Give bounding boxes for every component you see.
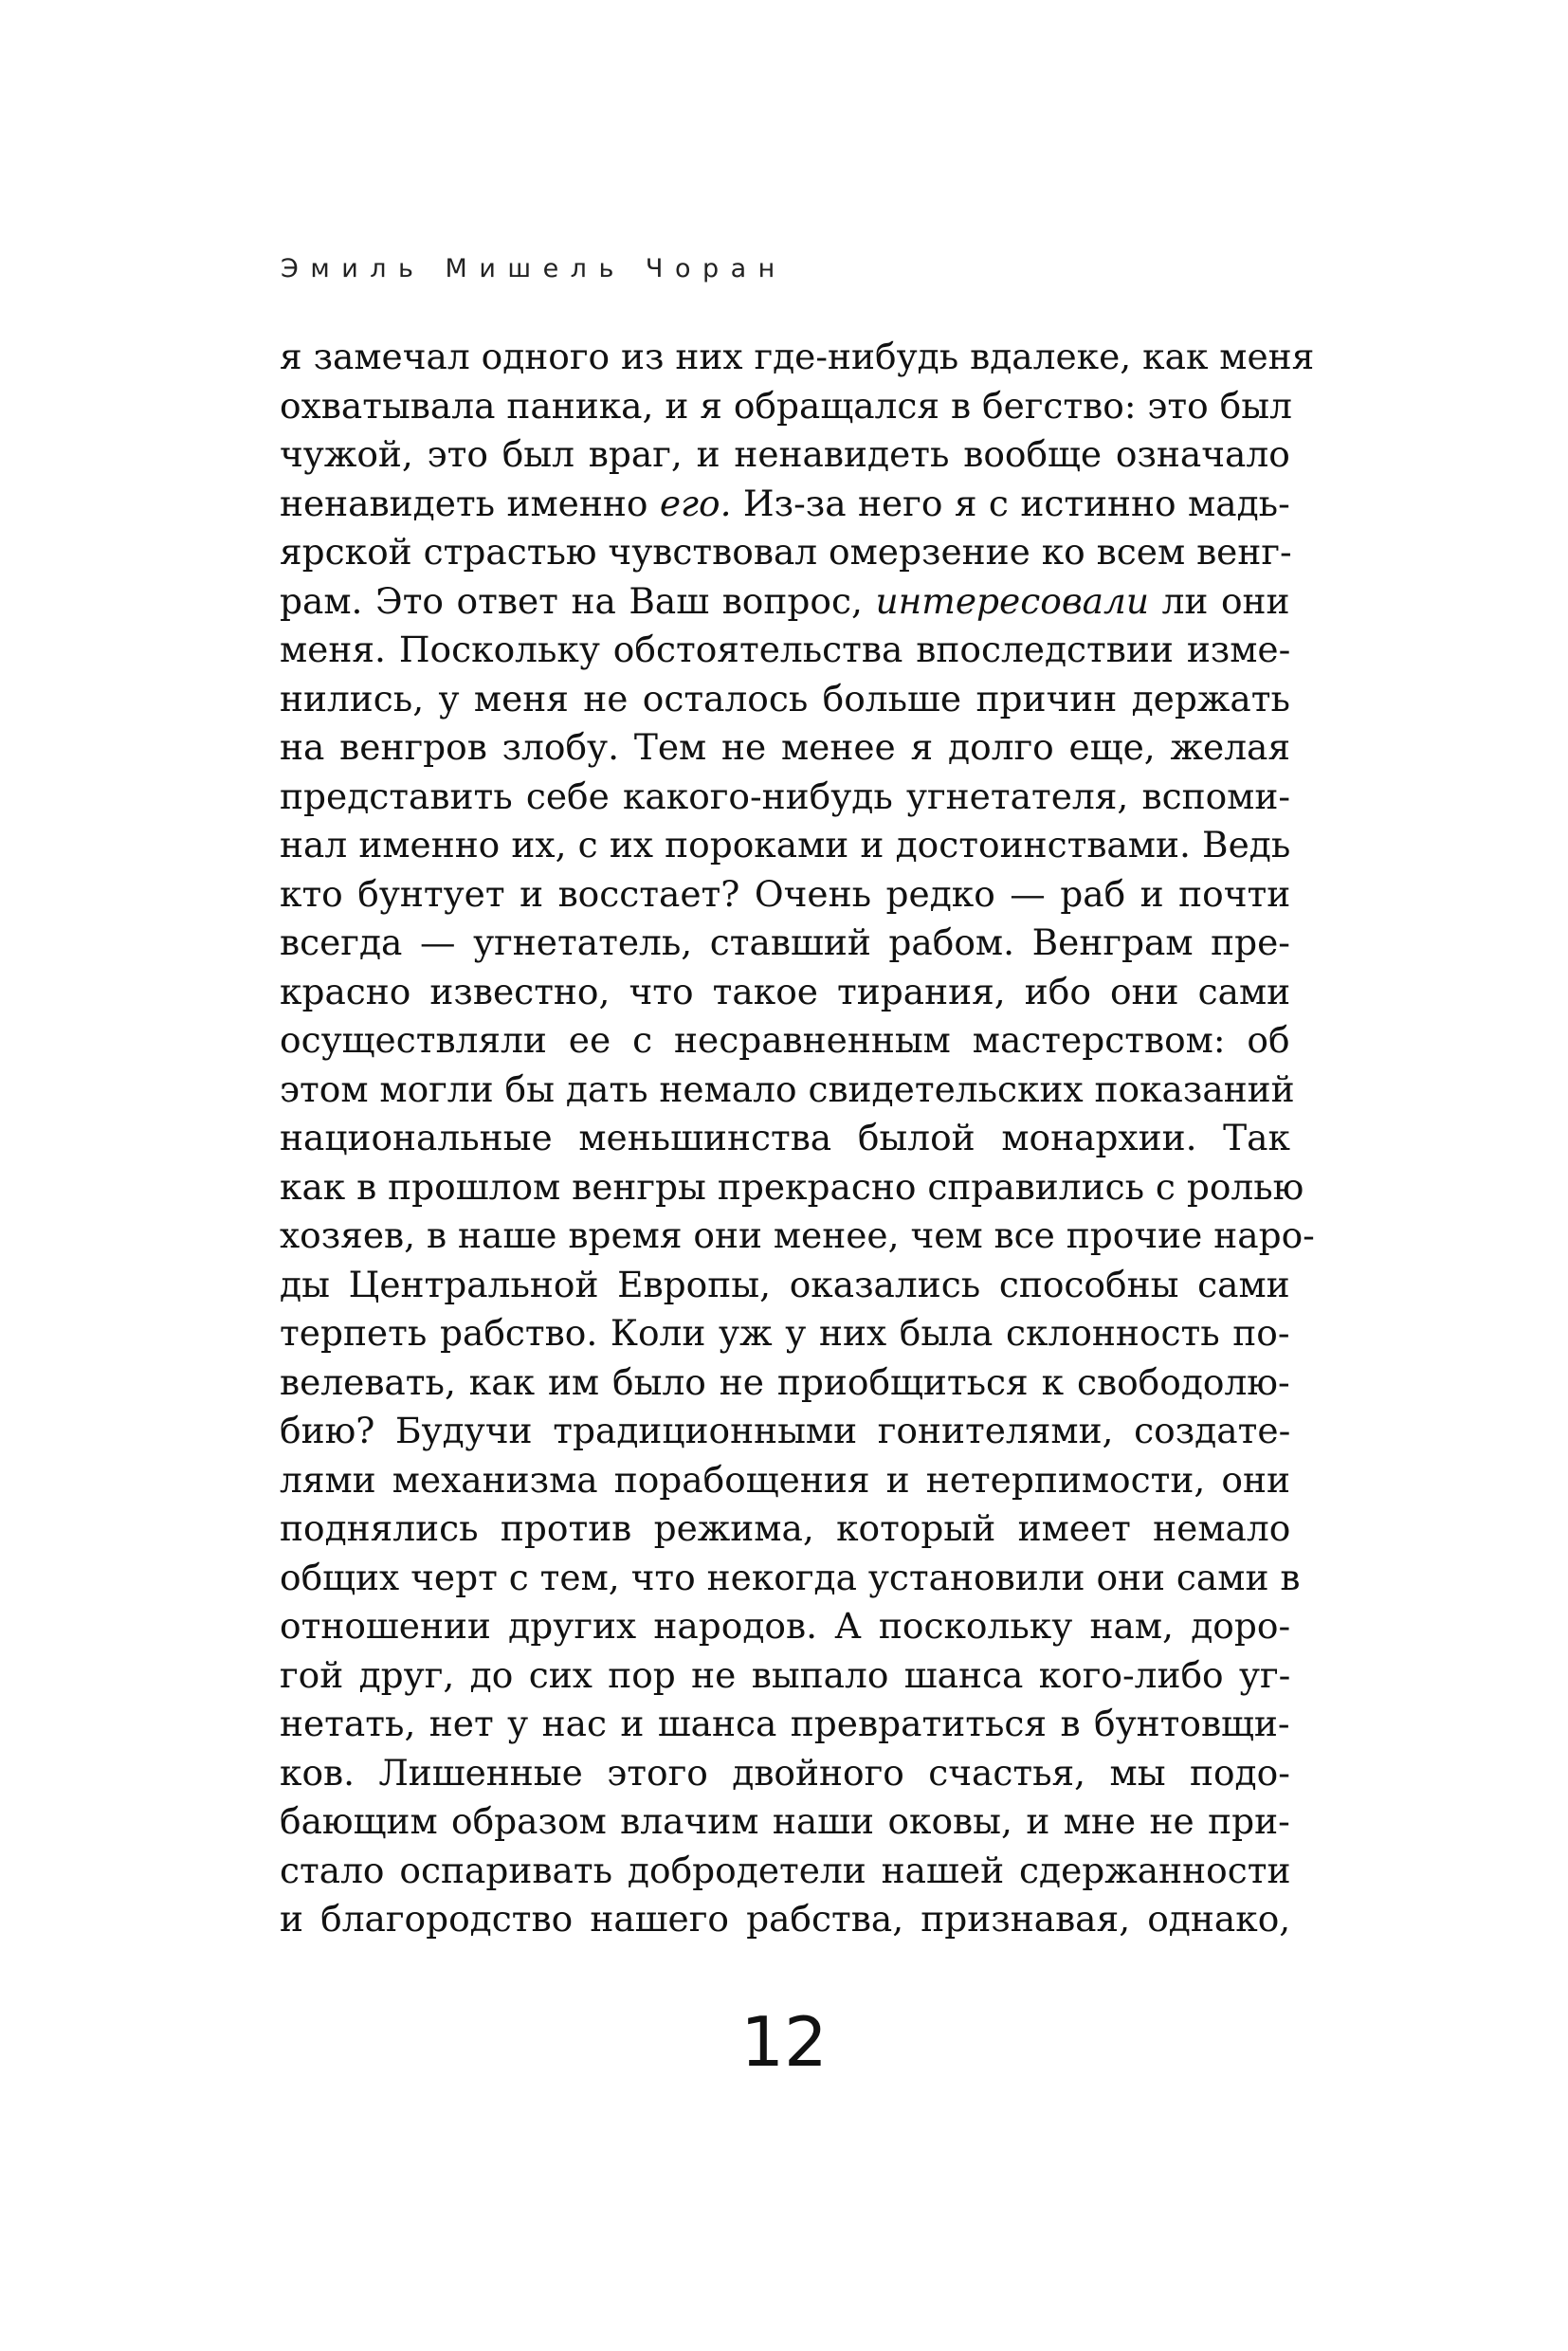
text-line [280, 1016, 1290, 1066]
text-line [280, 1163, 1304, 1212]
text-segment: бающим образом влачим наши оковы, и мне не при- [280, 1800, 1290, 1842]
text-segment: нал именно их, с их пороками и достоинствами. Ведь [280, 824, 1291, 866]
text-segment: на венгров злобу. Тем не менее я долго еще, желая [280, 726, 1291, 768]
text-segment: меня. Поскольку обстоятельства впоследствии изме- [280, 629, 1291, 670]
text-line [280, 430, 1290, 480]
text-line [280, 1797, 1290, 1847]
text-line [280, 480, 1290, 529]
text-segment: велевать, как им было не приобщиться к свободолю- [280, 1360, 1290, 1403]
text-segment: ярской страстью чувствовал омерзение ко всем венг- [280, 531, 1292, 573]
text-line [280, 1261, 1290, 1310]
text-segment: нетать, нет у нас и шанса превратиться в бунтовщи- [280, 1703, 1290, 1744]
text-line [280, 1407, 1290, 1456]
text-line [280, 626, 1290, 675]
text-line [280, 1114, 1290, 1163]
italic-text: его. [659, 482, 732, 524]
text-segment: я замечал одного из них где-нибудь вдалеке, как меня [280, 336, 1315, 377]
text-segment: поднялись против режима, который имеет немало [280, 1507, 1291, 1549]
text-line [280, 1651, 1290, 1701]
text-line [280, 577, 1290, 627]
text-line [280, 1895, 1290, 1944]
text-segment: общих черт с тем, что некогда установили они сами в [280, 1556, 1301, 1598]
text-segment: нились, у меня не осталось больше причин держать [280, 677, 1290, 720]
text-segment: бию? Будучи традиционными гонителями, создате- [280, 1410, 1291, 1451]
text-segment: рам. Это ответ на Ваш вопрос, [280, 579, 876, 622]
text-segment: этом могли бы дать немало свидетельских показаний [280, 1067, 1295, 1110]
text-line [280, 821, 1290, 870]
text-line [280, 723, 1290, 773]
text-segment: ли они [1149, 579, 1290, 622]
text-segment: чужой, это был враг, и ненавидеть вообще означало [280, 433, 1290, 475]
text-segment: представить себе какого-нибудь угнетателя, вспоми- [280, 775, 1290, 817]
text-segment: ненавидеть именно [280, 482, 660, 524]
text-line [280, 382, 1290, 431]
text-segment: всегда — угнетатель, ставший рабом. Венграм пре- [280, 921, 1290, 963]
text-segment: лями механизма порабощения и нетерпимости, они [280, 1458, 1290, 1501]
text-line [280, 1358, 1290, 1408]
text-segment: ды Центральной Европы, оказались способны сами [280, 1263, 1290, 1305]
text-segment: и благородство нашего рабства, признавая, однако, [280, 1898, 1291, 1940]
page-number: 12 [740, 2002, 828, 2082]
text-segment: стало оспаривать добродетели нашей сдержанности [280, 1849, 1291, 1891]
text-line [280, 919, 1290, 968]
running-head: Эмиль Мишель Чоран [281, 254, 787, 283]
text-segment: национальные меньшинства былой монархии. Так [280, 1117, 1290, 1158]
text-segment: ков. Лишенные этого двойного счастья, мы подо- [280, 1751, 1290, 1794]
text-segment: Из-за него я с истинно мадь- [731, 482, 1290, 524]
text-line [280, 1212, 1315, 1261]
text-line [280, 1554, 1301, 1603]
text-line [280, 1749, 1290, 1798]
text-line [280, 773, 1290, 822]
text-line [280, 1309, 1290, 1358]
text-segment: красно известно, что такое тирания, ибо они сами [280, 970, 1291, 1012]
text-line [280, 528, 1290, 577]
italic-text: интересовали [875, 579, 1150, 622]
text-line [280, 675, 1290, 724]
text-line [280, 1456, 1290, 1505]
text-segment: как в прошлом венгры прекрасно справились с ролью [280, 1165, 1304, 1208]
body-text [280, 333, 1315, 1944]
text-line [280, 870, 1290, 920]
text-line [280, 1847, 1290, 1896]
text-segment: кто бунтует и восстает? Очень редко — раб и почти [280, 872, 1291, 915]
text-segment: хозяев, в наше время они менее, чем все прочие наро- [280, 1214, 1315, 1256]
text-segment: гой друг, до сих пор не выпало шанса кого-либо уг- [280, 1653, 1291, 1696]
text-segment: осуществляли ее с несравненным мастерством: об [280, 1019, 1290, 1061]
text-segment: терпеть рабство. Коли уж у них была склонность по- [280, 1312, 1290, 1354]
text-line [280, 333, 1315, 382]
text-line [280, 1700, 1290, 1749]
text-line [280, 1504, 1290, 1554]
text-line [280, 1602, 1290, 1651]
text-line [280, 1066, 1295, 1115]
text-segment: отношении других народов. А поскольку нам, доро- [280, 1605, 1291, 1647]
text-line [280, 968, 1290, 1017]
text-segment: охватывала паника, и я обращался в бегство: это был [280, 384, 1292, 427]
